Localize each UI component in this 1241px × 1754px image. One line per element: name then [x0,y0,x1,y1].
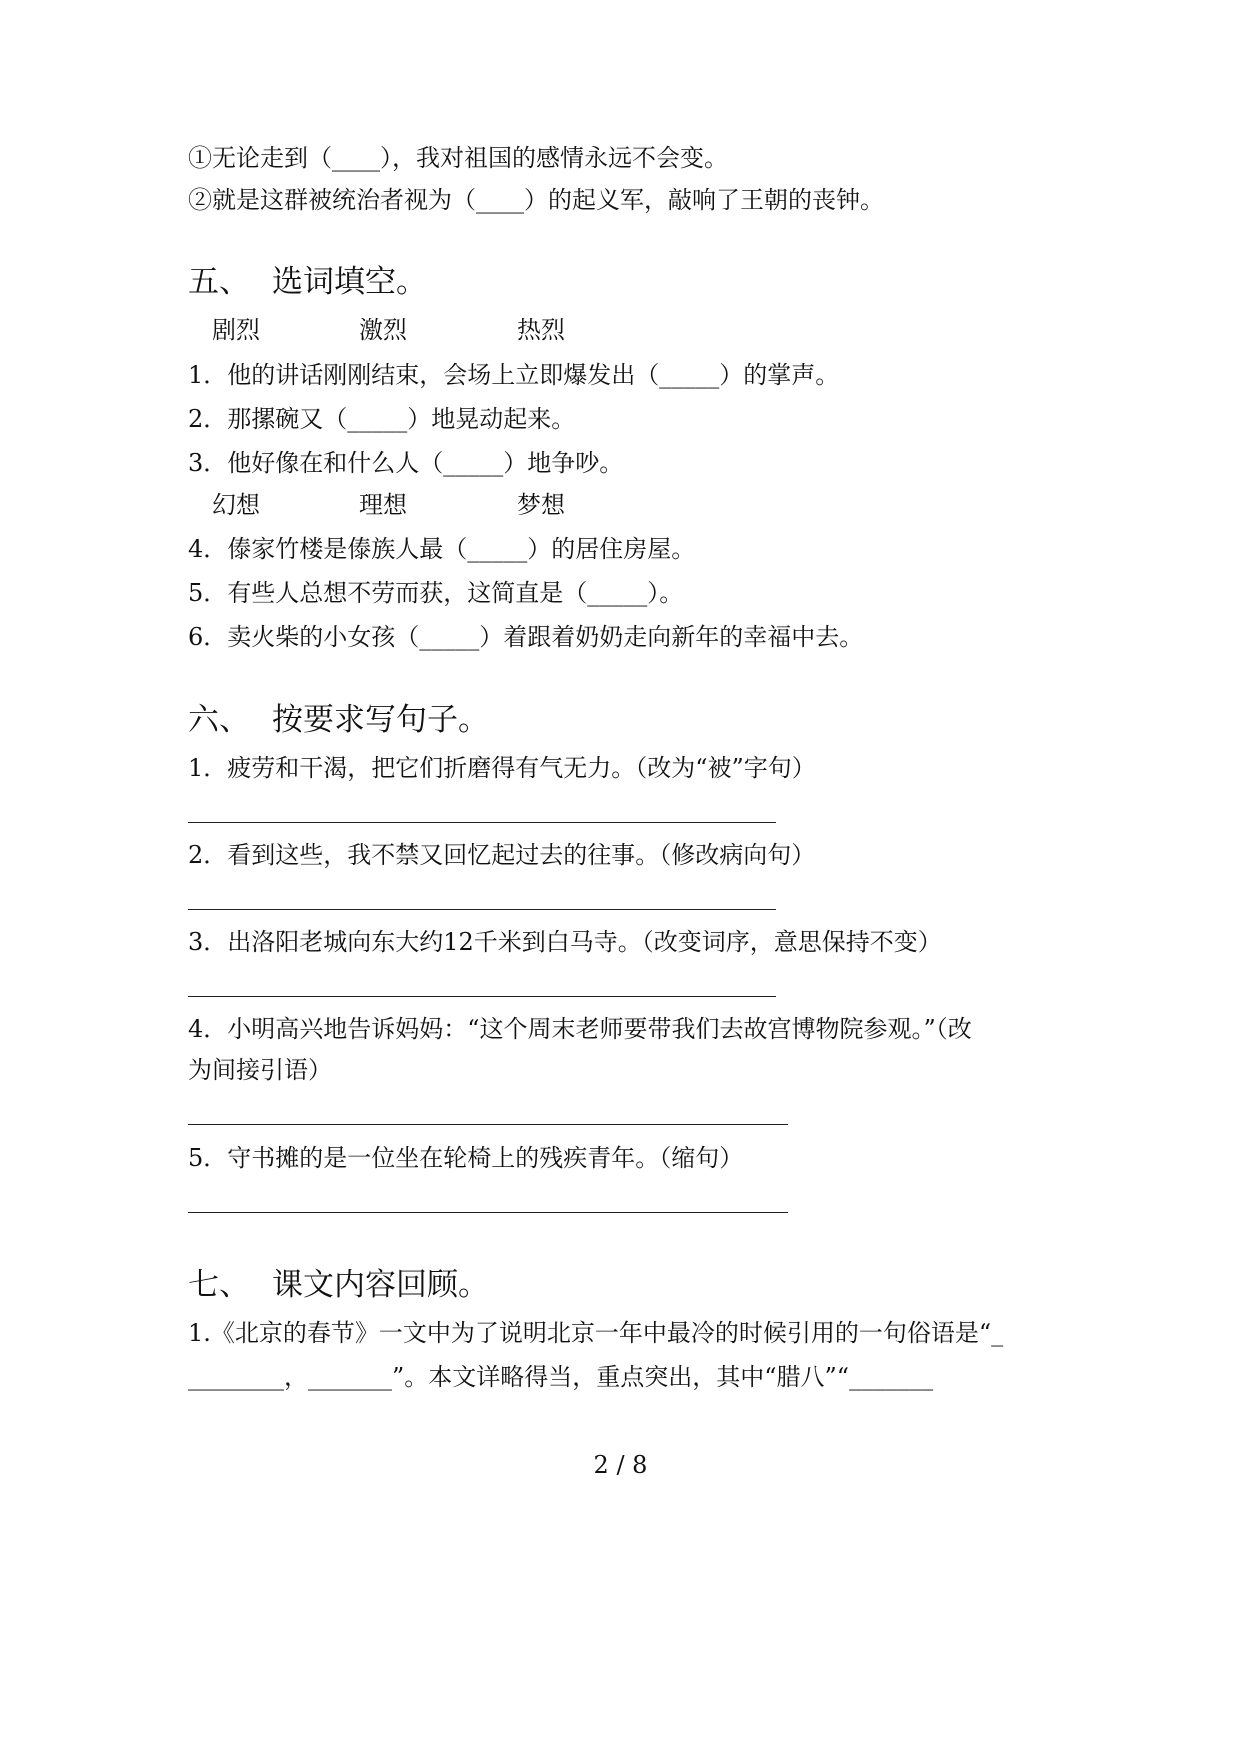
answer-line [188,822,776,823]
section-7-heading [188,1265,489,1305]
section-5-number: 五、 [188,264,250,300]
sentence-2: ②就是这群被统治者视为（____）的起义军，敲响了王朝的丧钟。 [188,186,884,214]
section-6-number: 六、 [188,702,250,738]
rewrite-item-1: 1．疲劳和干渴，把它们折磨得有气无力。（改为“被”字句） [188,754,816,782]
fill-item-6: 6．卖火柴的小女孩（_____）着跟着奶奶走向新年的幸福中去。 [188,623,864,651]
fill-item-5: 5．有些人总想不劳而获，这简直是（_____）。 [188,579,684,607]
rewrite-item-4-cont: 为间接引语） [188,1056,332,1084]
rewrite-item-4: 4．小明高兴地告诉妈妈：“这个周末老师要带我们去故宫博物院参观。”（改 [188,1015,972,1043]
rewrite-item-5: 5．守书摊的是一位坐在轮椅上的残疾青年。（缩句） [188,1144,744,1172]
answer-line [188,909,776,910]
rewrite-item-3: 3．出洛阳老城向东大约12千米到白马寺。（改变词序，意思保持不变） [188,928,942,956]
review-item-1-cont: ________，_______”。本文详略得当，重点突出，其中“腊八”“_______ [188,1363,934,1391]
choice-word: 热烈 [517,316,565,344]
page-number: 2 / 8 [593,1451,648,1479]
fill-item-1: 1．他的讲话刚刚结束，会场上立即爆发出（_____）的掌声。 [188,361,840,389]
section-5-heading [188,262,427,302]
answer-line [188,996,776,997]
rewrite-item-2: 2．看到这些，我不禁又回忆起过去的往事。（修改病向句） [188,841,816,869]
choice-word: 理想 [359,491,407,519]
choice-word: 梦想 [517,491,565,519]
review-item-1: 1.《北京的春节》一文中为了说明北京一年中最冷的时候引用的一句俗语是“_ [188,1319,1004,1347]
section-7-number: 七、 [188,1267,250,1303]
section-7-title: 课文内容回顾。 [272,1267,489,1303]
section-6-heading [188,700,489,740]
choice-word: 激烈 [359,316,407,344]
section-6-title: 按要求写句子。 [272,702,489,738]
answer-line [188,1124,788,1125]
sentence-1: ①无论走到（____），我对祖国的感情永远不会变。 [188,144,728,172]
section-5-title: 选词填空。 [272,264,427,300]
fill-item-2: 2．那摞碗又（_____）地晃动起来。 [188,405,576,433]
fill-item-3: 3．他好像在和什么人（_____）地争吵。 [188,449,624,477]
answer-line [188,1212,788,1213]
choice-word: 幻想 [212,491,260,519]
fill-item-4: 4．傣家竹楼是傣族人最（_____）的居住房屋。 [188,535,696,563]
choice-word: 剧烈 [212,316,260,344]
